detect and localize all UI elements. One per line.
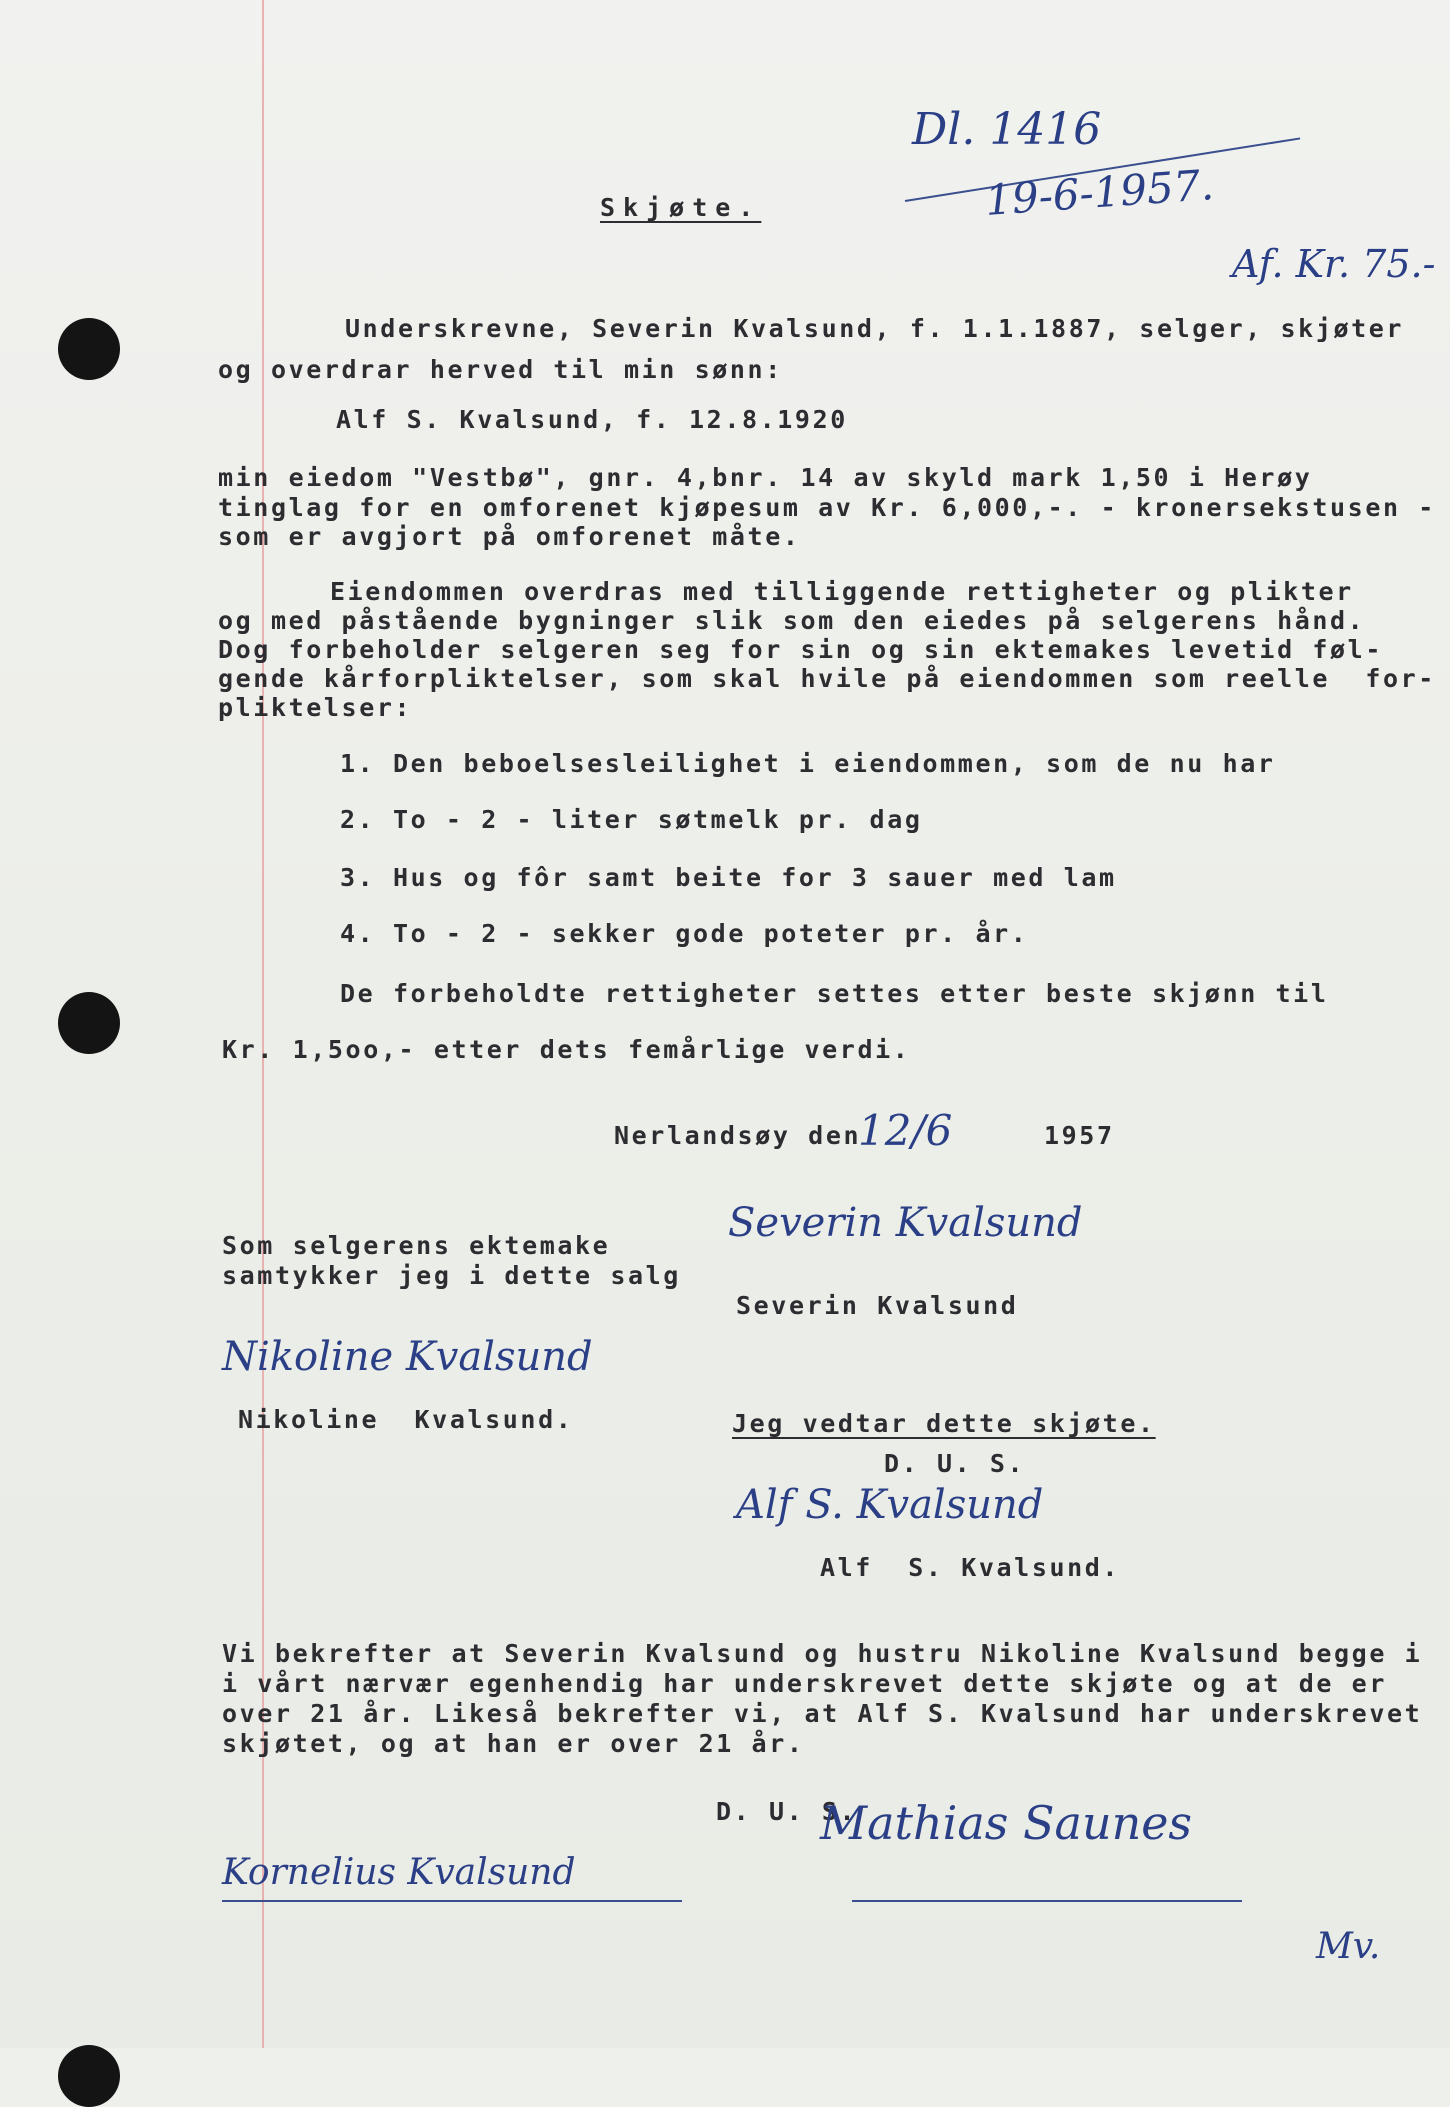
spouse-typed-name: Nikoline Kvalsund. (238, 1405, 574, 1434)
witness-right-signature: Mathias Saunes (820, 1796, 1193, 1850)
dus-1: D. U. S. (884, 1449, 1026, 1478)
witness-line-1: Vi bekrefter at Severin Kvalsund og hustru Nikoline Kvalsund begge i (222, 1639, 1423, 1668)
item-4: 4. To - 2 - sekker gode poteter pr. år. (340, 919, 1029, 948)
witness-left-signature: Kornelius Kvalsund (222, 1852, 576, 1893)
annotation-fee: Af. Kr. 75.- (1232, 242, 1436, 286)
place: Nerlandsøy den (614, 1121, 862, 1150)
buyer-typed-name: Alf S. Kvalsund. (820, 1553, 1121, 1582)
spouse-signature: Nikoline Kvalsund (222, 1334, 593, 1380)
conditions-line-1: Eiendommen overdras med tilliggende rettigheter og plikter (330, 577, 1354, 606)
acceptance: Jeg vedtar dette skjøte. (732, 1409, 1156, 1438)
year: 1957 (1044, 1121, 1115, 1150)
witness-line-3: over 21 år. Likeså bekrefter vi, at Alf S. Kvalsund har underskrevet (222, 1699, 1423, 1728)
intro-line-2: og overdrar herved til min sønn: (218, 355, 783, 384)
item-2: 2. To - 2 - liter søtmelk pr. dag (340, 805, 923, 834)
consent-line-2: samtykker jeg i dette salg (222, 1261, 681, 1290)
conditions-line-4: gende kårforpliktelser, som skal hvile på eiendommen som reelle for- (218, 664, 1436, 693)
property-line-1: min eiedom "Vestbø", gnr. 4,bnr. 14 av skyld mark 1,50 i Herøy (218, 463, 1313, 492)
punch-hole-middle (58, 992, 120, 1054)
property-line-2: tinglag for en omforenet kjøpesum av Kr. 6,000,-. - kronersekstusen - (218, 493, 1436, 522)
intro-line-1: Underskrevne, Severin Kvalsund, f. 1.1.1887, selger, skjøter (345, 314, 1405, 343)
witness-line-4: skjøtet, og at han er over 21 år. (222, 1729, 805, 1758)
dus-2: D. U. S. (716, 1797, 858, 1826)
annotation-date: 19-6-1957. (983, 160, 1216, 225)
punch-hole-bottom (58, 2045, 120, 2107)
witness-initials: Mv. (1316, 1926, 1381, 1967)
buyer-signature: Alf S. Kvalsund (736, 1482, 1044, 1528)
buyer-line: Alf S. Kvalsund, f. 12.8.1920 (336, 405, 848, 434)
witness-left-line (222, 1900, 682, 1902)
seller-signature: Severin Kvalsund (728, 1200, 1083, 1246)
valuation-line-2: Kr. 1,5oo,- etter dets femårlige verdi. (222, 1035, 911, 1064)
property-line-3: som er avgjort på omforenet måte. (218, 522, 801, 551)
witness-line-2: i vårt nærvær egenhendig har underskrevet dette skjøte og at de er (222, 1669, 1387, 1698)
witness-right-line (852, 1900, 1242, 1902)
conditions-line-3: Dog forbeholder selgeren seg for sin og sin ektemakes levetid føl- (218, 635, 1383, 664)
punch-hole-top (58, 318, 120, 380)
item-1: 1. Den beboelsesleilighet i eiendommen, som de nu har (340, 749, 1276, 778)
valuation-line-1: De forbeholdte rettigheter settes etter beste skjønn til (340, 979, 1329, 1008)
annotation-reference: Dl. 1416 (912, 104, 1102, 155)
seller-typed-name: Severin Kvalsund (736, 1291, 1019, 1320)
consent-line-1: Som selgerens ektemake (222, 1231, 611, 1260)
handwritten-date: 12/6 (858, 1106, 953, 1155)
document-title: Skjøte. (600, 193, 762, 222)
conditions-line-5: pliktelser: (218, 693, 413, 722)
conditions-line-2: og med påstående bygninger slik som den eiedes på selgerens hånd. (218, 606, 1366, 635)
item-3: 3. Hus og fôr samt beite for 3 sauer med lam (340, 863, 1117, 892)
